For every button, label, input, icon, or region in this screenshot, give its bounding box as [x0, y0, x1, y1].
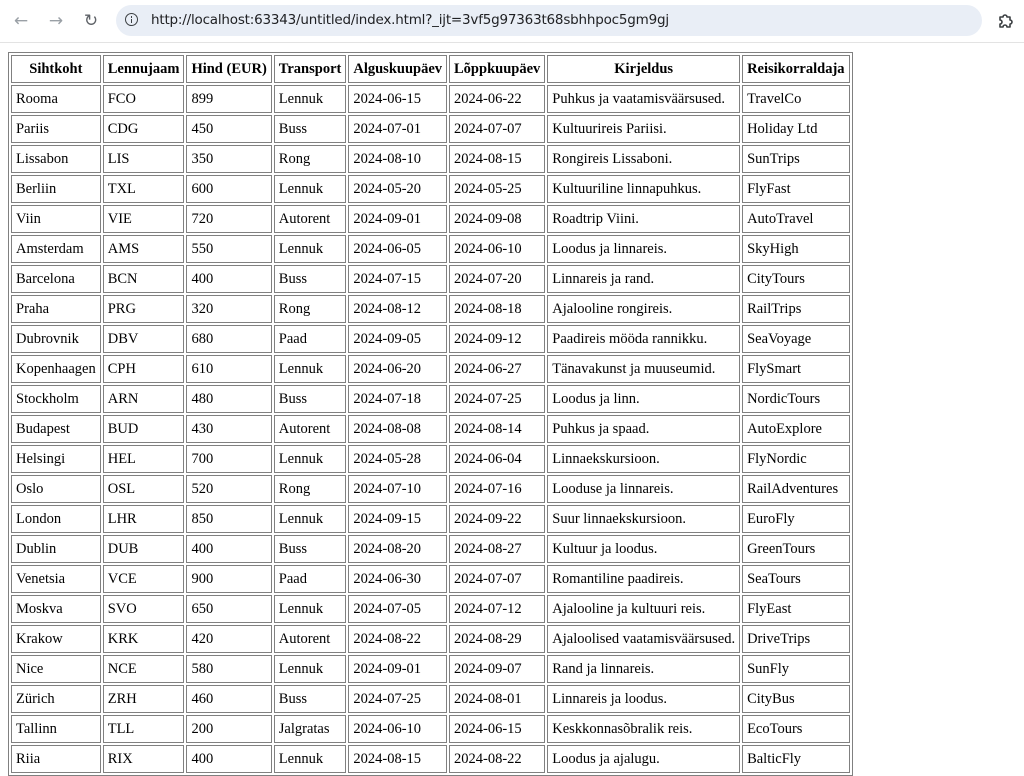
- cell-end-date: 2024-07-16: [449, 475, 545, 503]
- cell-transport: Buss: [274, 685, 347, 713]
- cell-price: 680: [186, 325, 271, 353]
- cell-organizer: GreenTours: [742, 535, 849, 563]
- cell-transport: Lennuk: [274, 595, 347, 623]
- cell-start-date: 2024-06-05: [348, 235, 447, 263]
- cell-end-date: 2024-08-27: [449, 535, 545, 563]
- header-description: Kirjeldus: [547, 55, 740, 83]
- header-end-date: Lõppkuupäev: [449, 55, 545, 83]
- cell-end-date: 2024-06-22: [449, 85, 545, 113]
- cell-airport: RIX: [103, 745, 185, 773]
- cell-price: 320: [186, 295, 271, 323]
- cell-organizer: FlyFast: [742, 175, 849, 203]
- cell-airport: HEL: [103, 445, 185, 473]
- table-row: [11, 385, 850, 413]
- cell-airport: BCN: [103, 265, 185, 293]
- cell-transport: Rong: [274, 145, 347, 173]
- table-row: [11, 595, 850, 623]
- cell-description: Linnareis ja loodus.: [547, 685, 740, 713]
- cell-start-date: 2024-07-01: [348, 115, 447, 143]
- cell-description: Rand ja linnareis.: [547, 655, 740, 683]
- cell-end-date: 2024-07-07: [449, 115, 545, 143]
- cell-description: Kultuur ja loodus.: [547, 535, 740, 563]
- cell-end-date: 2024-06-15: [449, 715, 545, 743]
- cell-transport: Lennuk: [274, 355, 347, 383]
- cell-price: 430: [186, 415, 271, 443]
- cell-end-date: 2024-06-10: [449, 235, 545, 263]
- cell-description: Puhkus ja vaatamisväärsused.: [547, 85, 740, 113]
- cell-transport: Lennuk: [274, 85, 347, 113]
- cell-organizer: SkyHigh: [742, 235, 849, 263]
- cell-start-date: 2024-08-10: [348, 145, 447, 173]
- cell-start-date: 2024-08-20: [348, 535, 447, 563]
- cell-end-date: 2024-08-15: [449, 145, 545, 173]
- table-row: [11, 415, 850, 443]
- cell-organizer: SeaVoyage: [742, 325, 849, 353]
- cell-price: 520: [186, 475, 271, 503]
- cell-organizer: SeaTours: [742, 565, 849, 593]
- cell-price: 400: [186, 745, 271, 773]
- table-row: [11, 235, 850, 263]
- cell-description: Romantiline paadireis.: [547, 565, 740, 593]
- cell-airport: LHR: [103, 505, 185, 533]
- table-row: [11, 205, 850, 233]
- cell-description: Ajalooline rongireis.: [547, 295, 740, 323]
- cell-transport: Autorent: [274, 625, 347, 653]
- cell-organizer: Holiday Ltd: [742, 115, 849, 143]
- cell-destination: Helsingi: [11, 445, 101, 473]
- cell-price: 550: [186, 235, 271, 263]
- cell-start-date: 2024-07-05: [348, 595, 447, 623]
- cell-destination: Dubrovnik: [11, 325, 101, 353]
- cell-end-date: 2024-07-20: [449, 265, 545, 293]
- cell-transport: Buss: [274, 265, 347, 293]
- cell-transport: Autorent: [274, 205, 347, 233]
- table-row: [11, 685, 850, 713]
- cell-transport: Jalgratas: [274, 715, 347, 743]
- cell-end-date: 2024-08-29: [449, 625, 545, 653]
- cell-organizer: TravelCo: [742, 85, 849, 113]
- table-row: [11, 535, 850, 563]
- table-row: [11, 655, 850, 683]
- cell-description: Looduse ja linnareis.: [547, 475, 740, 503]
- cell-end-date: 2024-09-07: [449, 655, 545, 683]
- cell-price: 200: [186, 715, 271, 743]
- cell-start-date: 2024-09-01: [348, 655, 447, 683]
- cell-transport: Lennuk: [274, 175, 347, 203]
- page-content: [0, 43, 1024, 767]
- cell-organizer: EuroFly: [742, 505, 849, 533]
- cell-destination: Oslo: [11, 475, 101, 503]
- cell-end-date: 2024-06-04: [449, 445, 545, 473]
- header-row: [11, 55, 850, 83]
- cell-destination: Dublin: [11, 535, 101, 563]
- cell-airport: VCE: [103, 565, 185, 593]
- header-start-date: Alguskuupäev: [348, 55, 447, 83]
- cell-end-date: 2024-06-27: [449, 355, 545, 383]
- cell-destination: Stockholm: [11, 385, 101, 413]
- header-organizer: Reisikorraldaja: [742, 55, 849, 83]
- cell-organizer: DriveTrips: [742, 625, 849, 653]
- cell-description: Linnareis ja rand.: [547, 265, 740, 293]
- cell-destination: Amsterdam: [11, 235, 101, 263]
- cell-description: Loodus ja ajalugu.: [547, 745, 740, 773]
- cell-transport: Lennuk: [274, 655, 347, 683]
- header-transport: Transport: [274, 55, 347, 83]
- cell-start-date: 2024-07-15: [348, 265, 447, 293]
- cell-destination: Riia: [11, 745, 101, 773]
- cell-transport: Buss: [274, 385, 347, 413]
- cell-destination: Praha: [11, 295, 101, 323]
- cell-start-date: 2024-08-12: [348, 295, 447, 323]
- cell-price: 900: [186, 565, 271, 593]
- header-destination: Sihtkoht: [11, 55, 101, 83]
- cell-destination: Viin: [11, 205, 101, 233]
- cell-start-date: 2024-06-20: [348, 355, 447, 383]
- cell-description: Kultuurireis Pariisi.: [547, 115, 740, 143]
- cell-destination: Kopenhaagen: [11, 355, 101, 383]
- cell-start-date: 2024-09-01: [348, 205, 447, 233]
- cell-price: 720: [186, 205, 271, 233]
- cell-airport: CPH: [103, 355, 185, 383]
- cell-description: Puhkus ja spaad.: [547, 415, 740, 443]
- cell-airport: OSL: [103, 475, 185, 503]
- extensions-puzzle-icon[interactable]: [996, 11, 1016, 31]
- cell-transport: Paad: [274, 325, 347, 353]
- cell-destination: Krakow: [11, 625, 101, 653]
- cell-transport: Buss: [274, 535, 347, 563]
- cell-price: 650: [186, 595, 271, 623]
- cell-start-date: 2024-09-15: [348, 505, 447, 533]
- cell-destination: Tallinn: [11, 715, 101, 743]
- cell-description: Paadireis mööda rannikku.: [547, 325, 740, 353]
- cell-destination: Pariis: [11, 115, 101, 143]
- forward-arrow-icon[interactable]: →: [48, 11, 64, 31]
- cell-airport: KRK: [103, 625, 185, 653]
- cell-transport: Lennuk: [274, 235, 347, 263]
- table-row: [11, 625, 850, 653]
- cell-description: Linnaekskursioon.: [547, 445, 740, 473]
- cell-price: 899: [186, 85, 271, 113]
- cell-price: 350: [186, 145, 271, 173]
- header-price: Hind (EUR): [186, 55, 271, 83]
- cell-end-date: 2024-09-22: [449, 505, 545, 533]
- cell-organizer: RailAdventures: [742, 475, 849, 503]
- cell-start-date: 2024-08-08: [348, 415, 447, 443]
- cell-transport: Rong: [274, 295, 347, 323]
- cell-end-date: 2024-07-07: [449, 565, 545, 593]
- cell-price: 400: [186, 265, 271, 293]
- cell-end-date: 2024-09-12: [449, 325, 545, 353]
- cell-organizer: AutoTravel: [742, 205, 849, 233]
- table-row: [11, 265, 850, 293]
- cell-organizer: BalticFly: [742, 745, 849, 773]
- cell-description: Suur linnaekskursioon.: [547, 505, 740, 533]
- cell-airport: ZRH: [103, 685, 185, 713]
- cell-organizer: FlySmart: [742, 355, 849, 383]
- table-row: [11, 145, 850, 173]
- cell-organizer: FlyEast: [742, 595, 849, 623]
- cell-price: 480: [186, 385, 271, 413]
- cell-transport: Rong: [274, 475, 347, 503]
- cell-airport: AMS: [103, 235, 185, 263]
- cell-start-date: 2024-07-18: [348, 385, 447, 413]
- cell-description: Tänavakunst ja muuseumid.: [547, 355, 740, 383]
- cell-end-date: 2024-07-12: [449, 595, 545, 623]
- table-row: [11, 715, 850, 743]
- cell-airport: CDG: [103, 115, 185, 143]
- cell-start-date: 2024-05-20: [348, 175, 447, 203]
- cell-organizer: FlyNordic: [742, 445, 849, 473]
- cell-airport: LIS: [103, 145, 185, 173]
- cell-transport: Lennuk: [274, 505, 347, 533]
- cell-description: Ajalooline ja kultuuri reis.: [547, 595, 740, 623]
- cell-end-date: 2024-08-14: [449, 415, 545, 443]
- cell-airport: VIE: [103, 205, 185, 233]
- trips-table: [8, 52, 853, 776]
- table-row: [11, 295, 850, 323]
- cell-end-date: 2024-09-08: [449, 205, 545, 233]
- cell-destination: Berliin: [11, 175, 101, 203]
- cell-description: Roadtrip Viini.: [547, 205, 740, 233]
- cell-end-date: 2024-08-22: [449, 745, 545, 773]
- cell-description: Rongireis Lissaboni.: [547, 145, 740, 173]
- cell-price: 610: [186, 355, 271, 383]
- cell-destination: Moskva: [11, 595, 101, 623]
- cell-start-date: 2024-07-10: [348, 475, 447, 503]
- cell-description: Kultuuriline linnapuhkus.: [547, 175, 740, 203]
- cell-destination: Rooma: [11, 85, 101, 113]
- table-row: [11, 325, 850, 353]
- cell-destination: Barcelona: [11, 265, 101, 293]
- cell-start-date: 2024-06-10: [348, 715, 447, 743]
- cell-organizer: CityBus: [742, 685, 849, 713]
- cell-airport: DUB: [103, 535, 185, 563]
- cell-start-date: 2024-08-22: [348, 625, 447, 653]
- cell-transport: Paad: [274, 565, 347, 593]
- cell-destination: London: [11, 505, 101, 533]
- cell-destination: Zürich: [11, 685, 101, 713]
- cell-airport: TLL: [103, 715, 185, 743]
- cell-end-date: 2024-08-18: [449, 295, 545, 323]
- table-row: [11, 355, 850, 383]
- table-row: [11, 115, 850, 143]
- browser-toolbar: [0, 0, 1024, 43]
- address-bar[interactable]: [116, 5, 982, 36]
- cell-end-date: 2024-08-01: [449, 685, 545, 713]
- cell-transport: Buss: [274, 115, 347, 143]
- cell-organizer: SunFly: [742, 655, 849, 683]
- cell-organizer: CityTours: [742, 265, 849, 293]
- cell-description: Loodus ja linn.: [547, 385, 740, 413]
- table-row: [11, 475, 850, 503]
- cell-start-date: 2024-08-15: [348, 745, 447, 773]
- table-row: [11, 565, 850, 593]
- cell-description: Keskkonnasõbralik reis.: [547, 715, 740, 743]
- cell-price: 850: [186, 505, 271, 533]
- cell-price: 450: [186, 115, 271, 143]
- cell-airport: DBV: [103, 325, 185, 353]
- cell-end-date: 2024-07-25: [449, 385, 545, 413]
- cell-destination: Venetsia: [11, 565, 101, 593]
- cell-start-date: 2024-09-05: [348, 325, 447, 353]
- back-arrow-icon[interactable]: ←: [13, 11, 29, 31]
- cell-price: 580: [186, 655, 271, 683]
- cell-price: 400: [186, 535, 271, 563]
- cell-start-date: 2024-07-25: [348, 685, 447, 713]
- cell-start-date: 2024-05-28: [348, 445, 447, 473]
- cell-description: Loodus ja linnareis.: [547, 235, 740, 263]
- cell-end-date: 2024-05-25: [449, 175, 545, 203]
- cell-price: 700: [186, 445, 271, 473]
- cell-airport: PRG: [103, 295, 185, 323]
- cell-organizer: RailTrips: [742, 295, 849, 323]
- cell-transport: Lennuk: [274, 445, 347, 473]
- cell-airport: BUD: [103, 415, 185, 443]
- table-row: [11, 85, 850, 113]
- cell-airport: SVO: [103, 595, 185, 623]
- cell-organizer: NordicTours: [742, 385, 849, 413]
- cell-start-date: 2024-06-15: [348, 85, 447, 113]
- table-body: [11, 85, 850, 773]
- table-row: [11, 175, 850, 203]
- cell-transport: Lennuk: [274, 745, 347, 773]
- url-text[interactable]: http://localhost:63343/untitled/index.html?_ijt=3vf5g97363t68sbhhpoc5gm9gj: [151, 12, 669, 28]
- cell-airport: NCE: [103, 655, 185, 683]
- table-row: [11, 445, 850, 473]
- cell-destination: Lissabon: [11, 145, 101, 173]
- info-icon[interactable]: [125, 13, 138, 26]
- table-row: [11, 505, 850, 533]
- cell-organizer: SunTrips: [742, 145, 849, 173]
- cell-organizer: AutoExplore: [742, 415, 849, 443]
- cell-airport: TXL: [103, 175, 185, 203]
- cell-price: 460: [186, 685, 271, 713]
- cell-destination: Nice: [11, 655, 101, 683]
- cell-transport: Autorent: [274, 415, 347, 443]
- cell-organizer: EcoTours: [742, 715, 849, 743]
- table-row: [11, 745, 850, 773]
- cell-start-date: 2024-06-30: [348, 565, 447, 593]
- cell-price: 600: [186, 175, 271, 203]
- cell-airport: ARN: [103, 385, 185, 413]
- cell-price: 420: [186, 625, 271, 653]
- header-airport: Lennujaam: [103, 55, 185, 83]
- cell-description: Ajaloolised vaatamisväärsused.: [547, 625, 740, 653]
- reload-icon[interactable]: ↻: [83, 11, 99, 31]
- cell-destination: Budapest: [11, 415, 101, 443]
- cell-airport: FCO: [103, 85, 185, 113]
